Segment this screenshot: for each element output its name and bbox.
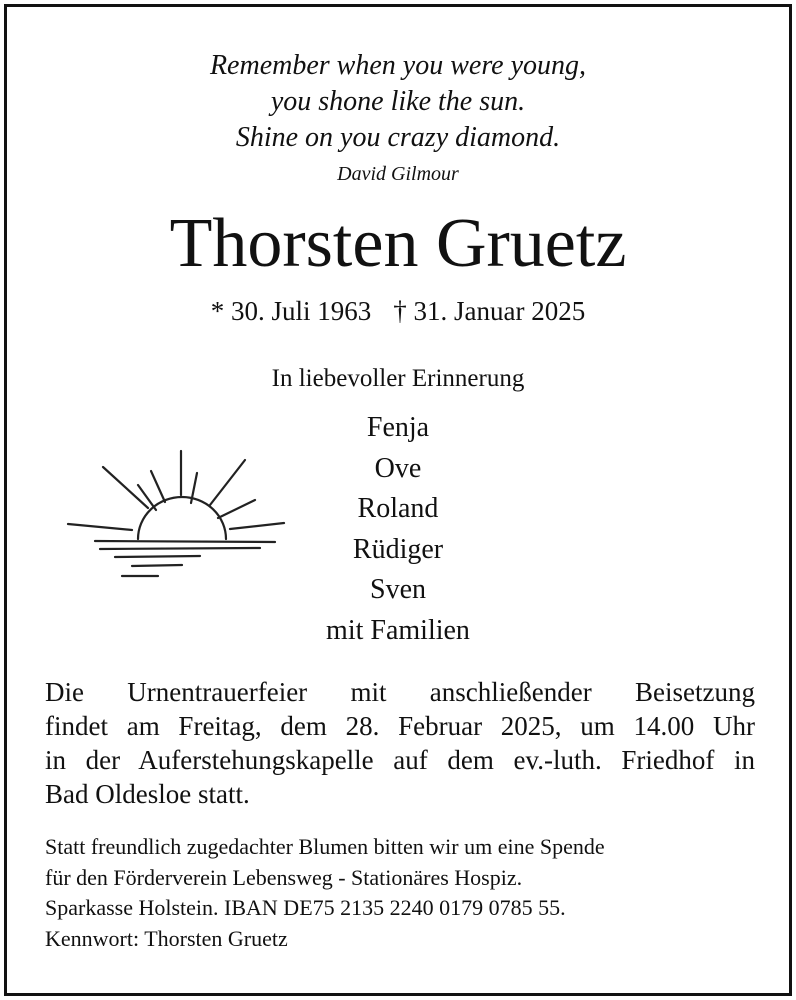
quote-line: you shone like the sun.: [270, 86, 526, 117]
death-date: † 31. Januar 2025: [393, 296, 586, 326]
survivor-name: Sven: [370, 574, 426, 605]
ceremony-line: Die Urnentrauerfeier mit anschließender Beisetzung: [45, 677, 755, 707]
ceremony-line: findet am Freitag, dem 28. Februar 2025, um 14.00 Uhr: [45, 711, 755, 741]
survivor-name: Rüdiger: [352, 533, 444, 565]
ceremony-line: Bad Oldesloe statt.: [45, 779, 250, 809]
donation-line: Kennwort: Thorsten Gruetz: [45, 925, 288, 951]
quote-line: Remember when you were young,: [209, 50, 587, 81]
deceased-name: Thorsten Gruetz: [169, 205, 627, 282]
donation-line: Sparkasse Holstein. IBAN DE75 2135 2240 0179 0785 55.: [45, 895, 566, 920]
ceremony-line: in der Auferstehungskapelle auf dem ev.-luth. Friedhof in: [45, 745, 755, 775]
memory-line: In liebevoller Erinnerung: [271, 365, 525, 392]
survivor-name: Ove: [374, 452, 422, 484]
survivor-name: Fenja: [366, 412, 430, 443]
survivors-list: [248, 408, 548, 651]
quote-line: Shine on you crazy diamond.: [235, 122, 561, 153]
ceremony-text: [45, 675, 755, 811]
life-dates: [0, 294, 796, 328]
epigraph-quote: [0, 48, 796, 156]
donation-line: Statt freundlich zugedachter Blumen bitten wir um eine Spende: [45, 834, 605, 859]
donation-text: [45, 832, 765, 954]
survivor-families: mit Familien: [326, 614, 470, 646]
donation-line: für den Förderverein Lebensweg - Stationäres Hospiz.: [45, 864, 523, 890]
quote-author: David Gilmour: [337, 163, 459, 185]
birth-date: * 30. Juli 1963: [210, 296, 372, 326]
survivor-name: Roland: [357, 493, 439, 524]
